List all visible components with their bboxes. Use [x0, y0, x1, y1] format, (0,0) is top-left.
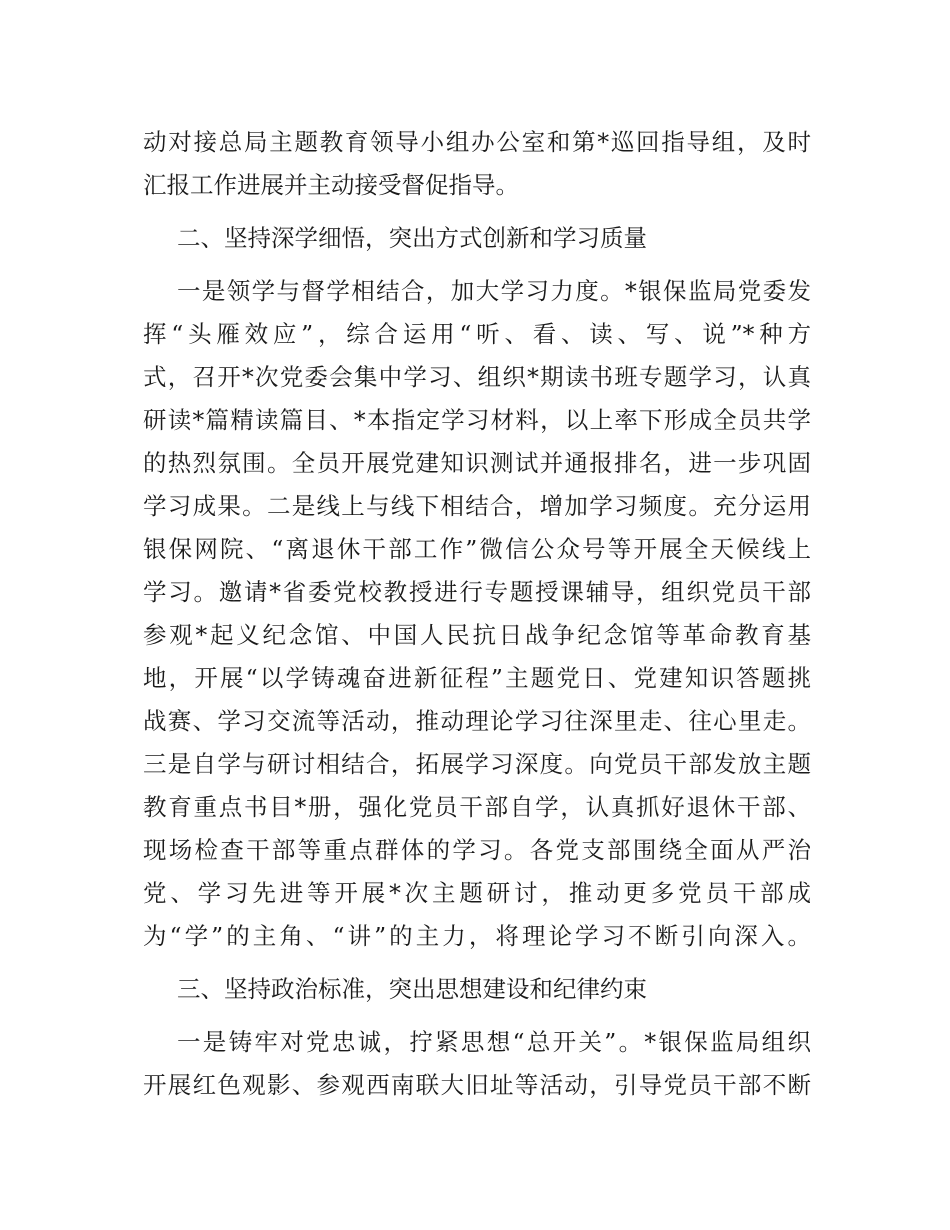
text-line: 动对接总局主题教育领导小组办公室和第*巡回指导组，及时 — [143, 128, 811, 156]
text-line: 式，召开*次党委会集中学习、组织*期读书班专题学习，认真 — [143, 363, 811, 391]
text-line: 研读*篇精读篇目、*本指定学习材料，以上率下形成全员共学 — [143, 406, 811, 434]
text-line: 现场检查干部等重点群体的学习。各党支部围绕全面从严治 — [143, 836, 811, 864]
text-line: 挥“头雁效应”，综合运用“听、看、读、写、说”*种方 — [143, 320, 811, 348]
text-line: 开展红色观影、参观西南联大旧址等活动，引导党员干部不断 — [143, 1071, 811, 1099]
document-body — [143, 121, 811, 1107]
paragraph-political-standards — [143, 1021, 811, 1107]
text-line: 党、学习先进等开展*次主题研讨，推动更多党员干部成 — [143, 879, 811, 907]
text-line: 学习成果。二是线上与线下相结合，增加学习频度。充分运用 — [143, 492, 811, 520]
text-line: 三是自学与研讨相结合，拓展学习深度。向党员干部发放主题 — [143, 750, 811, 778]
text-line: 一是铸牢对党忠诚，拧紧思想“总开关”。*银保监局组织 — [177, 1028, 811, 1056]
paragraph-continuation — [143, 121, 811, 207]
text-line: 一是领学与督学相结合，加大学习力度。*银保监局党委发 — [177, 277, 811, 305]
text-line: 汇报工作进展并主动接受督促指导。 — [143, 171, 519, 199]
text-line: 的热烈氛围。全员开展党建知识测试并通报排名，进一步巩固 — [143, 449, 811, 477]
paragraph-study-methods — [143, 270, 811, 958]
text-line: 为“学”的主角、“讲”的主力，将理论学习不断引向深入。 — [143, 922, 811, 950]
section-heading-2: 二、坚持深学细悟，突出方式创新和学习质量 — [177, 224, 647, 252]
text-line: 参观*起义纪念馆、中国人民抗日战争纪念馆等革命教育基 — [143, 621, 811, 649]
section-heading-3: 三、坚持政治标准，突出思想建设和纪律约束 — [177, 975, 647, 1003]
text-line: 地，开展“以学铸魂奋进新征程”主题党日、党建知识答题挑 — [143, 664, 811, 692]
text-line: 战赛、学习交流等活动，推动理论学习往深里走、往心里走。 — [143, 707, 811, 735]
text-line: 教育重点书目*册，强化党员干部自学，认真抓好退休干部、 — [143, 793, 811, 821]
text-line: 银保网院、“离退休干部工作”微信公众号等开展全天候线上 — [143, 535, 811, 563]
text-line: 学习。邀请*省委党校教授进行专题授课辅导，组织党员干部 — [143, 578, 811, 606]
